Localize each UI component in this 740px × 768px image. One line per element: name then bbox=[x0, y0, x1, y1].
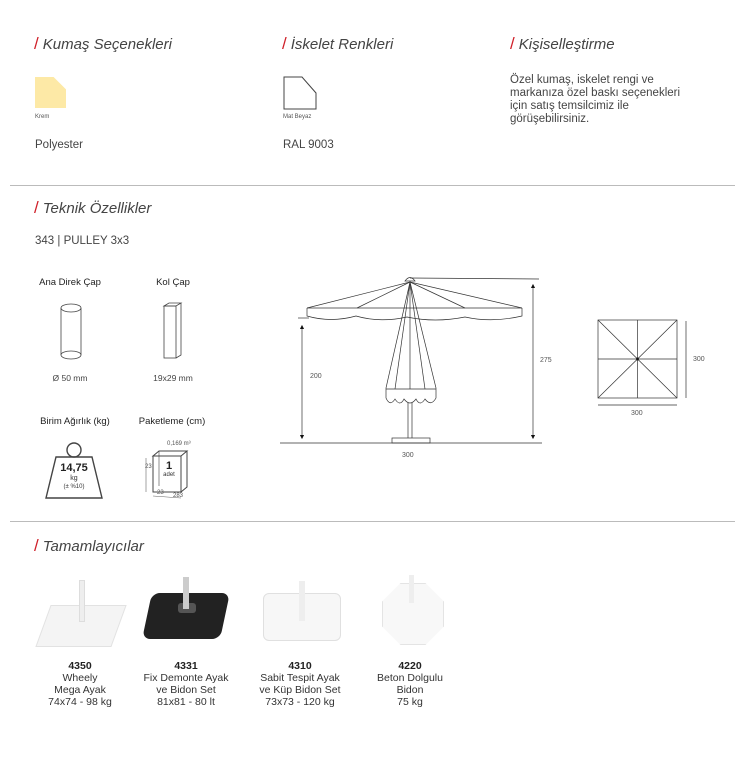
heading-text: Tamamlayıcılar bbox=[42, 538, 144, 555]
text-line: için satış temsilcimiz ile bbox=[510, 100, 629, 112]
accessory-item[interactable] bbox=[131, 575, 241, 708]
accessories-heading: / Tamamlayıcılar bbox=[34, 536, 144, 555]
divider bbox=[10, 185, 735, 186]
wheely-base-image bbox=[35, 575, 125, 650]
packaging-label: Paketleme (cm) bbox=[138, 416, 206, 427]
package-length: 283 bbox=[173, 493, 184, 499]
weight-label: Birim Ağırlık (kg) bbox=[40, 416, 110, 427]
count-number: 1 bbox=[165, 460, 173, 472]
text-line: görüşebilirsiniz. bbox=[510, 113, 590, 125]
rectangular-profile-icon bbox=[161, 302, 187, 362]
top-depth-label: 300 bbox=[693, 356, 705, 363]
technical-heading: / Teknik Özellikler bbox=[34, 198, 152, 217]
item-name: Wheely bbox=[62, 672, 98, 684]
model-name: 343 | PULLEY 3x3 bbox=[35, 235, 130, 247]
customization-text bbox=[510, 74, 680, 126]
main-pole-label: Ana Direk Çap bbox=[39, 277, 101, 288]
swatch-label: Mat Beyaz bbox=[283, 114, 312, 120]
umbrella-open-drawing bbox=[280, 278, 542, 444]
package-volume: 0,169 m³ bbox=[167, 441, 191, 447]
width-label: 300 bbox=[402, 452, 414, 459]
accessory-item[interactable] bbox=[25, 575, 135, 708]
weight-unit: kg bbox=[70, 475, 78, 482]
item-code: 4220 bbox=[398, 660, 422, 672]
item-code: 4350 bbox=[68, 660, 92, 672]
frame-colors-heading: / İskelet Renkleri bbox=[282, 34, 394, 53]
accessory-item[interactable] bbox=[355, 575, 465, 708]
cube-base-image bbox=[255, 575, 345, 650]
item-name: Mega Ayak bbox=[54, 684, 106, 696]
swatch-label: Krem bbox=[35, 114, 50, 120]
item-name: Bidon bbox=[396, 684, 424, 696]
item-name: Fix Demonte Ayak bbox=[143, 672, 229, 684]
package-count bbox=[155, 462, 183, 480]
item-spec: 75 kg bbox=[397, 696, 423, 708]
fabric-options-heading: / Kumaş Seçenekleri bbox=[34, 34, 172, 53]
text-line: markanıza özel baskı seçenekleri bbox=[510, 87, 681, 99]
top-width-label: 300 bbox=[631, 410, 643, 417]
item-name: ve Bidon Set bbox=[156, 684, 216, 696]
item-spec: 73x73 - 120 kg bbox=[265, 696, 335, 708]
item-spec: 81x81 - 80 lt bbox=[157, 696, 215, 708]
heading-text: İskelet Renkleri bbox=[290, 36, 394, 53]
fabric-material: Polyester bbox=[35, 139, 83, 151]
clearance-label: 200 bbox=[310, 373, 322, 380]
package-depth: 23 bbox=[157, 490, 164, 496]
item-code: 4310 bbox=[288, 660, 312, 672]
item-code: 4331 bbox=[174, 660, 198, 672]
umbrella-top-view bbox=[598, 320, 686, 405]
customization-heading: / Kişiselleştirme bbox=[510, 34, 615, 53]
package-height: 23 bbox=[145, 464, 152, 470]
cylinder-icon bbox=[58, 302, 84, 362]
weight-value bbox=[44, 462, 104, 492]
heading-text: Kumaş Seçenekleri bbox=[42, 36, 172, 53]
item-spec: 74x74 - 98 kg bbox=[48, 696, 112, 708]
item-name: Sabit Tespit Ayak bbox=[260, 672, 340, 684]
arm-label: Kol Çap bbox=[156, 277, 190, 288]
fix-base-image bbox=[141, 575, 231, 650]
count-unit: adet bbox=[163, 472, 175, 478]
heading-text: Teknik Özellikler bbox=[42, 200, 152, 217]
height-label: 275 bbox=[540, 357, 552, 364]
text-line: Özel kumaş, iskelet rengi ve bbox=[510, 74, 654, 86]
accessory-item[interactable] bbox=[245, 575, 355, 708]
arm-value: 19x29 mm bbox=[153, 373, 193, 383]
divider bbox=[10, 521, 735, 522]
cream-fabric-swatch[interactable] bbox=[35, 77, 66, 108]
umbrella-dimension-diagram bbox=[280, 265, 720, 445]
weight-tolerance: (± %10) bbox=[63, 484, 85, 490]
weight-number: 14,75 bbox=[60, 462, 88, 474]
frame-ral: RAL 9003 bbox=[283, 139, 334, 151]
item-name: ve Küp Bidon Set bbox=[259, 684, 341, 696]
concrete-base-image bbox=[365, 575, 455, 650]
item-name: Beton Dolgulu bbox=[377, 672, 443, 684]
white-frame-swatch[interactable] bbox=[283, 76, 317, 110]
heading-text: Kişiselleştirme bbox=[518, 36, 615, 53]
main-pole-value: Ø 50 mm bbox=[52, 373, 88, 383]
